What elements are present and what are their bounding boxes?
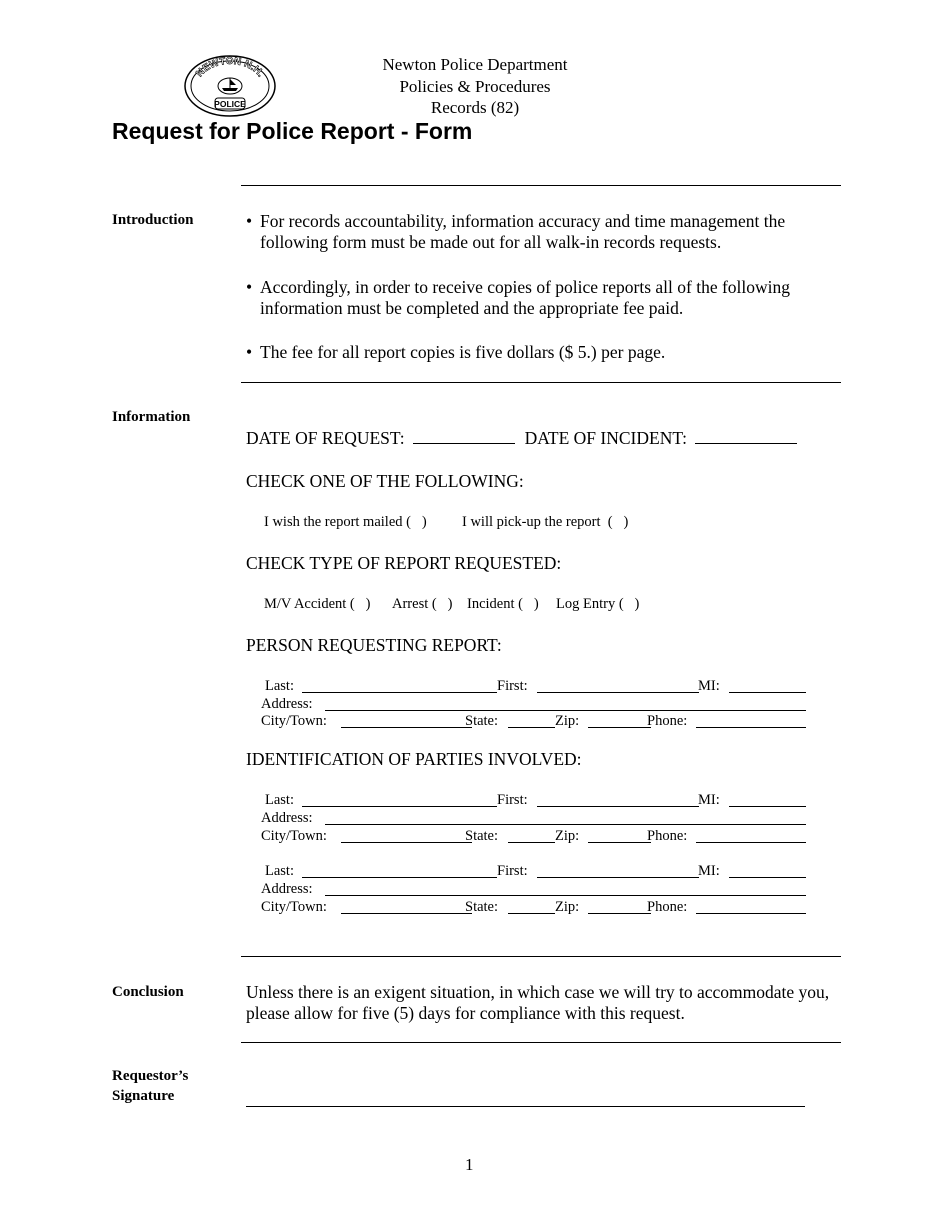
department-name: Newton Police Department	[382, 55, 568, 74]
police-badge-logo	[182, 54, 278, 118]
first-label: First:	[497, 863, 528, 879]
date-row	[246, 428, 797, 449]
zip-field[interactable]	[588, 899, 651, 914]
page-title: Request for Police Report - Form	[112, 118, 473, 144]
address-label: Address:	[261, 881, 313, 897]
last-label: Last:	[265, 792, 294, 808]
type-arrest[interactable]: Arrest ( )	[392, 596, 453, 612]
first-name-field[interactable]	[537, 678, 699, 693]
zip-label: Zip:	[555, 828, 580, 844]
type-mv-accident[interactable]: M/V Accident ( )	[264, 596, 371, 612]
address-label: Address:	[261, 810, 313, 826]
type-incident[interactable]: Incident ( )	[467, 596, 539, 612]
intro-bullet-text: Accordingly, in order to receive copies of police reports all of the following information must be completed and the appropriate fee paid.	[260, 277, 791, 318]
divider	[241, 1042, 841, 1043]
date-of-request-label: DATE OF REQUEST:	[246, 428, 405, 448]
bullet-icon: •	[246, 277, 253, 297]
conclusion-label: Conclusion	[112, 984, 184, 1000]
person-requesting-heading: PERSON REQUESTING REPORT:	[246, 635, 502, 655]
last-label: Last:	[265, 678, 294, 694]
mi-field[interactable]	[729, 863, 806, 878]
state-field[interactable]	[508, 713, 555, 728]
svg-text:NEWTON N.H.	[194, 56, 266, 79]
first-name-field[interactable]	[537, 863, 699, 878]
bullet-icon: •	[246, 211, 253, 231]
city-field[interactable]	[341, 713, 472, 728]
date-of-incident-label: DATE OF INCIDENT:	[524, 428, 688, 448]
divider	[241, 185, 841, 186]
city-field[interactable]	[341, 899, 472, 914]
phone-field[interactable]	[696, 899, 806, 914]
zip-field[interactable]	[588, 713, 651, 728]
date-of-request-field[interactable]	[413, 429, 515, 444]
city-field[interactable]	[341, 828, 472, 843]
intro-bullet	[246, 277, 841, 319]
information-label: Information	[112, 409, 191, 425]
mi-field[interactable]	[729, 678, 806, 693]
state-field[interactable]	[508, 828, 555, 843]
state-field[interactable]	[508, 899, 555, 914]
intro-bullet-text: The fee for all report copies is five dollars ($ 5.) per page.	[260, 342, 666, 362]
bullet-icon: •	[246, 342, 253, 362]
intro-bullet	[246, 211, 841, 253]
zip-label: Zip:	[555, 713, 580, 729]
mi-label: MI:	[698, 678, 720, 694]
intro-bullet-text: For records accountability, information accuracy and time management the following form must be made out for all walk-in records requests.	[260, 211, 786, 252]
pickup-option[interactable]: I will pick-up the report ( )	[462, 514, 629, 530]
address-field[interactable]	[325, 881, 806, 896]
divider	[241, 956, 841, 957]
mi-label: MI:	[698, 863, 720, 879]
records-number: Records (82)	[430, 98, 520, 117]
page-number: 1	[465, 1155, 474, 1174]
state-label: State:	[465, 713, 499, 729]
mailed-option[interactable]: I wish the report mailed ( )	[264, 514, 427, 530]
state-label: State:	[465, 899, 499, 915]
check-one-heading: CHECK ONE OF THE FOLLOWING:	[246, 471, 524, 491]
last-name-field[interactable]	[302, 863, 497, 878]
last-label: Last:	[265, 863, 294, 879]
mi-field[interactable]	[729, 792, 806, 807]
logo-label: POLICE	[214, 99, 246, 109]
last-name-field[interactable]	[302, 792, 497, 807]
address-field[interactable]	[325, 696, 806, 711]
date-of-incident-field[interactable]	[695, 429, 797, 444]
city-label: City/Town:	[261, 899, 327, 915]
logo-arc-text: NEWTON N.H.	[194, 55, 267, 80]
phone-label: Phone:	[647, 828, 688, 844]
divider	[241, 382, 841, 383]
signature-label-line1: Requestor’s	[112, 1068, 189, 1084]
phone-label: Phone:	[647, 713, 688, 729]
city-label: City/Town:	[261, 713, 327, 729]
parties-heading: IDENTIFICATION OF PARTIES INVOLVED:	[246, 749, 582, 769]
zip-label: Zip:	[555, 899, 580, 915]
conclusion-text: Unless there is an exigent situation, in which case we will try to accommodate you, please allow for five (5) days for compliance with this request.	[246, 982, 830, 1023]
check-type-heading: CHECK TYPE OF REPORT REQUESTED:	[246, 553, 562, 573]
city-label: City/Town:	[261, 828, 327, 844]
signature-label-line2: Signature	[112, 1088, 175, 1104]
state-label: State:	[465, 828, 499, 844]
introduction-label: Introduction	[112, 212, 194, 228]
address-field[interactable]	[325, 810, 806, 825]
last-name-field[interactable]	[302, 678, 497, 693]
phone-field[interactable]	[696, 713, 806, 728]
policy-subtitle: Policies & Procedures	[399, 77, 551, 96]
address-label: Address:	[261, 696, 313, 712]
intro-bullet	[246, 342, 841, 363]
first-label: First:	[497, 792, 528, 808]
mi-label: MI:	[698, 792, 720, 808]
type-log-entry[interactable]: Log Entry ( )	[556, 596, 640, 612]
signature-field[interactable]	[246, 1106, 805, 1107]
signature-label	[112, 1066, 188, 1106]
first-name-field[interactable]	[537, 792, 699, 807]
zip-field[interactable]	[588, 828, 651, 843]
first-label: First:	[497, 678, 528, 694]
phone-field[interactable]	[696, 828, 806, 843]
phone-label: Phone:	[647, 899, 688, 915]
